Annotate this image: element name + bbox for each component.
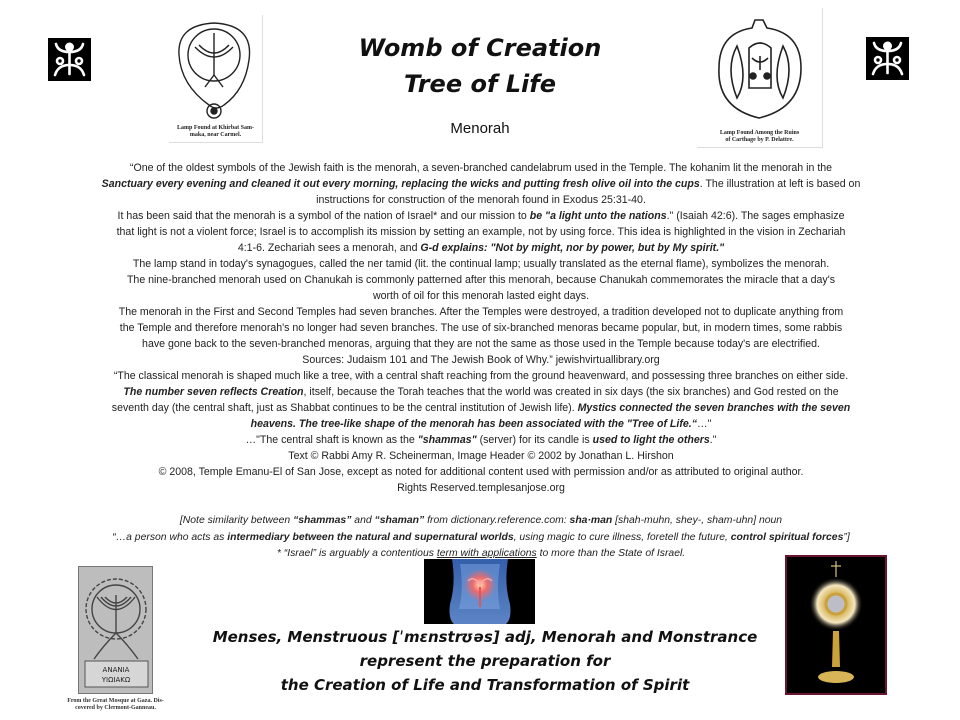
tifinagh-symbol-right-icon [866, 37, 909, 80]
body-line [42, 384, 920, 400]
body-fragment: ." [709, 434, 717, 446]
body-line: that light is not a violent force; Israel is to accomplish its mission by setting an example, not by using force. This idea is highlighted in the vision in Zechariah [116, 226, 846, 238]
emphasis: used to light the others [592, 434, 710, 446]
emphasis: heavens. The tree-like shape of the menorah has been associated with the "Tree of Life.“ [250, 418, 697, 430]
tagline [190, 625, 780, 697]
emphasis: be "a light unto the nations [529, 210, 667, 222]
body-fragment: , itself, because the Torah teaches that the world was created in six days (the six branches) and God rested on the [303, 386, 839, 398]
note-fragment: [shah-muhn, shey-, sham-uhn] noun [612, 515, 783, 526]
note-fragment: [Note similarity between [179, 515, 294, 526]
title-line-2: Tree of Life [403, 70, 556, 98]
body-text [42, 160, 920, 496]
page-subtitle: Menorah [450, 120, 510, 137]
body-fragment: …" [697, 418, 712, 430]
inscription-line-1: ΑΝΑΝΙΑ [102, 666, 130, 674]
body-line [42, 176, 920, 192]
note-fragment: and [351, 515, 375, 526]
gaza-caption-1: From the Great Mosque at Gaza. Dis- [67, 698, 164, 704]
body-fragment: …"The central shaft is known as the [245, 434, 418, 446]
lamp-left-caption-2: maka, near Carmel. [189, 132, 242, 138]
body-line: have gone back to the seven-branched menoras, arguing that they are not the same as those used in the Temple because today's are electrified. [142, 338, 820, 350]
gaza-menorah-relief-image [44, 563, 187, 718]
body-fragment: (server) for its candle is [476, 434, 593, 446]
underlined-fragment: term with applications [436, 548, 537, 559]
body-line [42, 400, 920, 416]
note-fragment: , using magic to cure illness, foretell the future, [513, 531, 731, 543]
body-line: the Temple and therefore menorah's no longer had seven branches. The use of six-branched menoras became popular, but, in modern times, some rabbis [119, 322, 843, 334]
body-line [42, 432, 920, 448]
emphasis: G-d explains: "Not by might, nor by power, but by My spirit." [420, 242, 725, 254]
tagline-line-1: Menses, Menstruous [ˈmɛnstrʊəs] adj, Menorah and Monstrance [212, 628, 758, 646]
body-line: instructions for construction of the menorah found in Exodus 25:31-40. [316, 194, 646, 206]
body-fragment: ." (Isaiah 42:6). The sages emphasize [666, 210, 845, 222]
body-line: The nine-branched menorah used on Chanukah is commonly patterned after this menorah, because Chanukah commemorates the miracle that a day's [126, 274, 836, 286]
note-fragment: “…a person who acts as [112, 531, 228, 543]
emphasis: "shammas" [417, 434, 477, 446]
sources-line: Sources: Judaism 101 and The Jewish Book of Why.” jewishvirtuallibrary.org [302, 354, 660, 366]
credit-line: © 2008, Temple Emanu-El of San Jose, except as noted for additional content used with permission and/or as attributed to original author. [158, 466, 804, 478]
emphasis: Sanctuary every evening and cleaned it out every morning, replacing the wicks and putting fresh olive oil into the cups [101, 178, 700, 190]
title-line-1: Womb of Creation [358, 34, 602, 62]
tagline-line-2: represent the preparation for [359, 652, 611, 670]
note-line [42, 530, 920, 547]
emphasis: “shaman” [374, 515, 425, 526]
body-line [42, 240, 920, 256]
emphasis: The number seven reflects Creation [123, 386, 304, 398]
inscription-line-2: ΥΙΩΙΑΚΩ [101, 676, 131, 684]
lamp-right-caption-2: of Carthage by P. Delattre. [725, 137, 794, 143]
womb-illustration-image [424, 559, 535, 624]
emphasis: sha·man [569, 515, 613, 526]
page-title [320, 30, 640, 102]
credit-line: Text © Rabbi Amy R. Scheinerman, Image Header © 2002 by Jonathan L. Hirshon [288, 450, 674, 462]
credit-line: Rights Reserved.templesanjose.org [397, 482, 565, 494]
body-line: The menorah in the First and Second Temples had seven branches. After the Temples were destroyed, a tradition developed not to duplicate anything from [118, 306, 844, 318]
body-line: The lamp stand in today's synagogues, called the ner tamid (lit. the continual lamp; usually translated as the eternal flame), symbolizes the menorah. [132, 258, 830, 270]
body-line [42, 416, 920, 432]
body-line: worth of oil for this menorah lasted eight days. [372, 290, 590, 302]
tagline-line-3: the Creation of Life and Transformation of Spirit [280, 676, 690, 694]
note-fragment: * “Israel” is arguably a contentious [276, 548, 437, 559]
body-line: “The classical menorah is shaped much like a tree, with a central shaft reaching from the ground heavenward, and possessing three branches on either side. [113, 370, 849, 382]
emphasis: “shammas” [293, 515, 352, 526]
emphasis: intermediary between the natural and supernatural worlds [227, 531, 514, 543]
body-fragment: seventh day (the central shaft, just as Shabbat continues to be the central institution of Jewish life). [111, 402, 578, 414]
lamp-carthage-illustration [697, 8, 823, 148]
lamp-right-caption-1: Lamp Found Among the Ruins [719, 130, 800, 136]
body-line [42, 208, 920, 224]
body-fragment: 4:1-6. Zechariah sees a menorah, and [237, 242, 421, 254]
note-fragment: from dictionary.reference.com: [424, 515, 570, 526]
body-fragment: . The illustration at left is based on [699, 178, 861, 190]
emphasis: control spiritual forces [730, 531, 844, 543]
monstrance-image [785, 555, 887, 695]
emphasis: Mystics connected the seven branches with the seven [577, 402, 851, 414]
tifinagh-symbol-left-icon [48, 38, 91, 81]
note-fragment: to more than the State of Israel. [536, 548, 686, 559]
body-fragment: It has been said that the menorah is a symbol of the nation of Israel* and our mission to [117, 210, 530, 222]
note-fragment: ”] [843, 531, 850, 543]
lamp-khirbat-illustration [169, 15, 263, 143]
gaza-caption-2: covered by Clermont-Ganneau. [75, 705, 156, 711]
note-line [42, 513, 920, 530]
body-line: “One of the oldest symbols of the Jewish faith is the menorah, a seven-branched candelabrum used in the Temple. The kohanim lit the menorah in the [129, 162, 833, 174]
lamp-left-caption-1: Lamp Found at Khirbat Sam- [176, 125, 254, 131]
